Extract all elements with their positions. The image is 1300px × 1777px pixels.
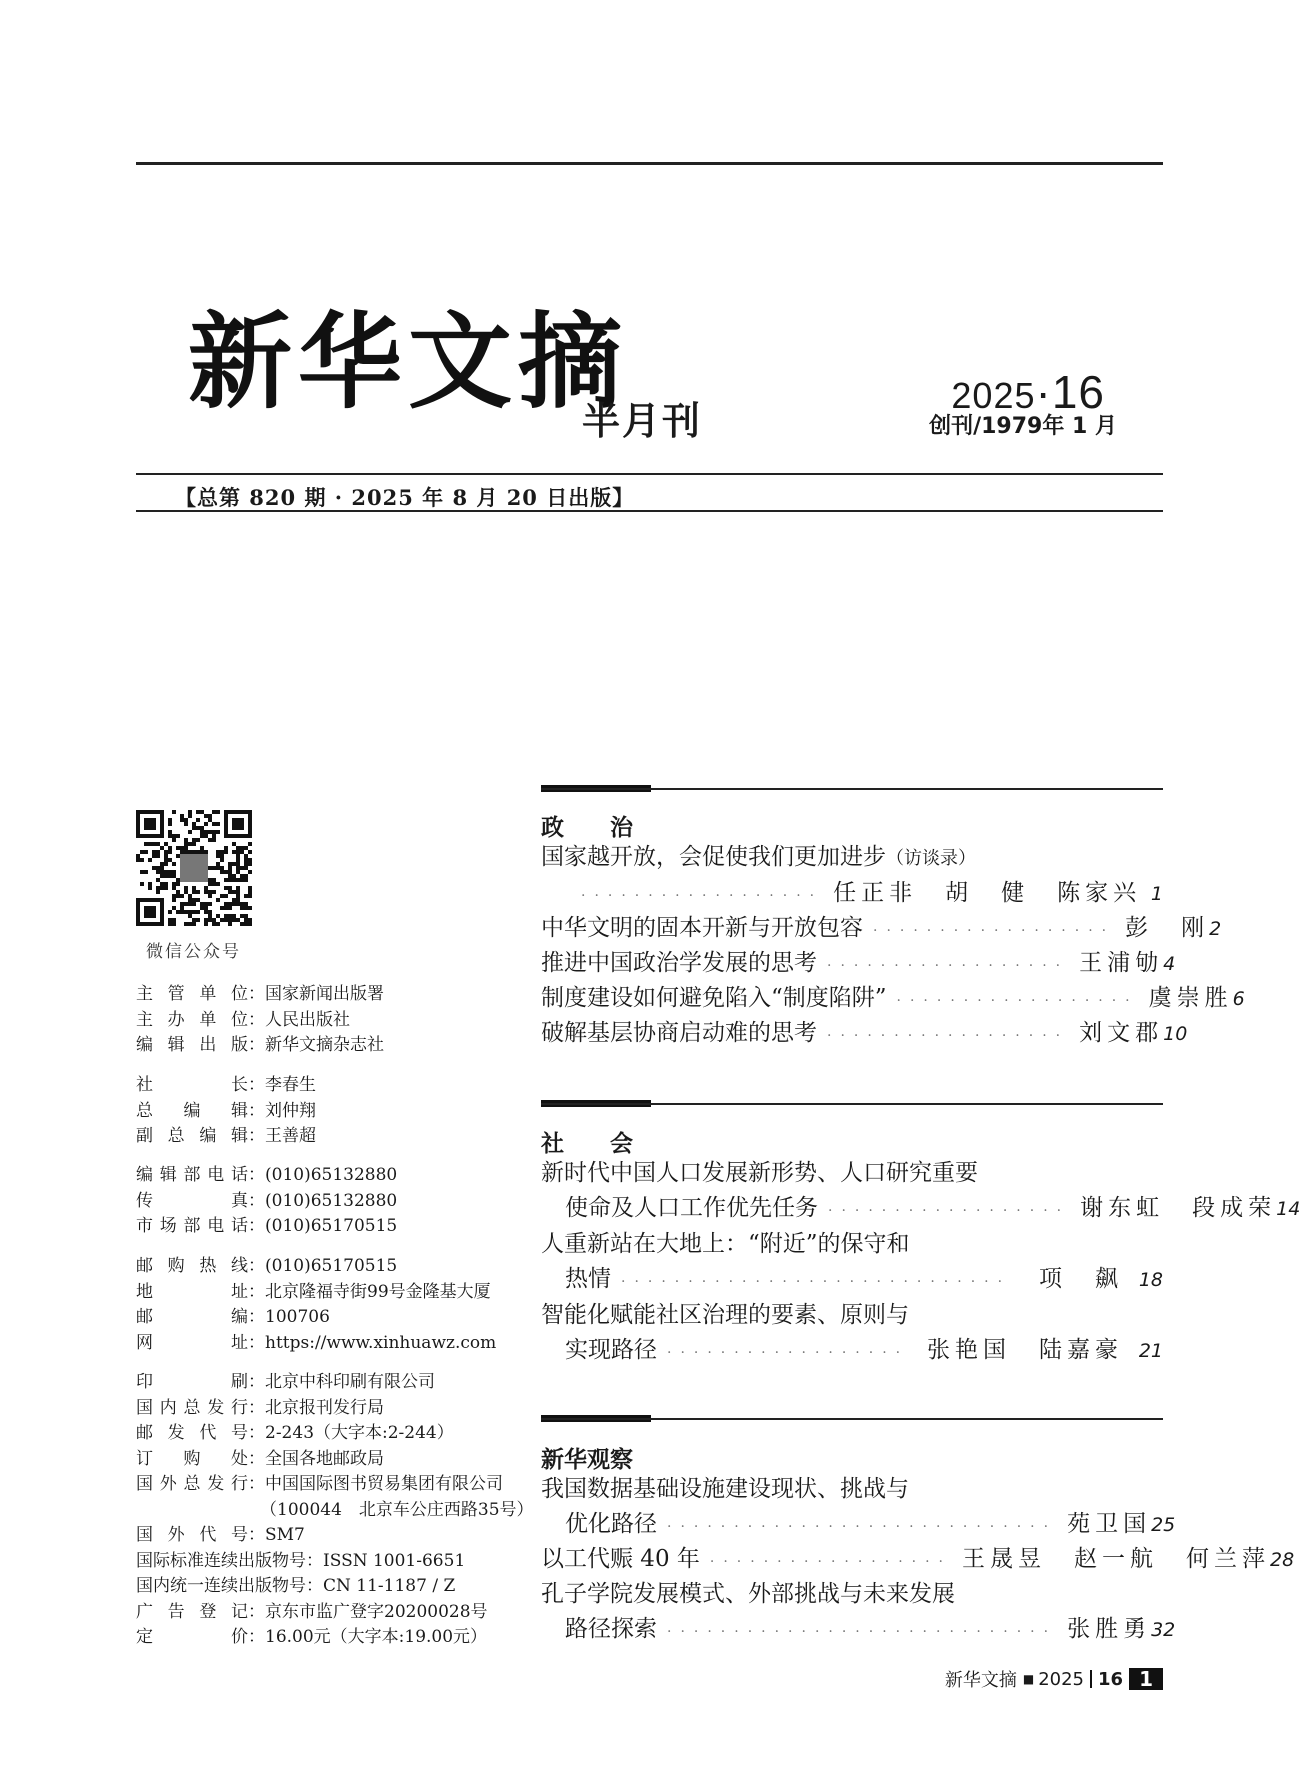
colophon-label: 市场部电话: [136, 1216, 248, 1236]
colophon-label: 地址: [136, 1281, 248, 1302]
entry-title: 新时代中国人口发展新形势、人口研究重要: [541, 1160, 978, 1186]
colophon-colon: ：: [248, 1627, 265, 1647]
masthead-rule-2: [136, 510, 1163, 512]
leader-dots: ··················: [667, 1345, 910, 1361]
colophon-row: [136, 1523, 534, 1549]
entry-title: 国家越开放，会促使我们更加进步: [541, 844, 886, 870]
colophon-row: [136, 1189, 397, 1215]
entry-page: 1: [1150, 883, 1163, 905]
entry-page: 18: [1138, 1269, 1163, 1291]
toc-entry[interactable]: [541, 912, 1222, 947]
colophon-value: 16.00元（大字本:19.00元）: [265, 1627, 488, 1647]
colophon-label: 邮发代号: [136, 1423, 248, 1443]
colophon-label: 邮编: [136, 1307, 248, 1327]
section-title-politics: 政 治: [541, 814, 633, 841]
colophon-label: 编辑出版: [136, 1035, 248, 1055]
colophon-group-5: [136, 1370, 534, 1651]
colophon-group-3: [136, 1163, 397, 1240]
colophon-colon: ：: [248, 1332, 265, 1353]
leader-dots: ··················: [827, 1028, 1070, 1044]
toc-entry-cont[interactable]: [541, 1613, 1176, 1648]
entry-authors: 任正非 胡 健 陈家兴: [833, 880, 1142, 906]
colophon-row: [136, 1124, 316, 1150]
colophon-row: [136, 1280, 496, 1306]
colophon-row: [136, 1331, 496, 1357]
entry-authors: 张胜勇: [1067, 1616, 1152, 1642]
entry-page: 21: [1138, 1340, 1163, 1362]
colophon-row: [136, 1370, 534, 1396]
colophon-value: 北京隆福寺街99号金隆基大厦: [265, 1281, 491, 1302]
entry-page: 10: [1163, 1023, 1188, 1045]
entry-title: 制度建设如何避免陷入“制度陷阱”: [541, 985, 887, 1011]
colophon-row: [136, 1447, 534, 1473]
colophon-value: (010)65170515: [265, 1256, 398, 1276]
colophon-value: 刘仲翔: [265, 1100, 316, 1121]
page-number: 1: [1129, 1668, 1163, 1690]
entry-authors: 张艳国 陆嘉豪: [927, 1337, 1123, 1363]
colophon-label: 传真: [136, 1190, 248, 1211]
colophon-row: [136, 1073, 316, 1099]
toc-entry-cont[interactable]: [541, 1263, 1163, 1298]
entry-page: 32: [1151, 1619, 1176, 1641]
issue-num: 16: [1051, 366, 1105, 418]
colophon-label: 国外代号: [136, 1525, 248, 1545]
entry-page: 25: [1151, 1514, 1176, 1536]
leader-dots: ·····························: [621, 1274, 1012, 1290]
toc-entry-cont[interactable]: [541, 1508, 1176, 1543]
colophon-row: [136, 1033, 384, 1059]
colophon-colon: ：: [248, 1474, 265, 1494]
leader-dots: ··················: [896, 993, 1139, 1009]
entry-page: 2: [1209, 918, 1222, 940]
colophon-colon: ：: [248, 1126, 265, 1146]
colophon-label: 主管单位: [136, 984, 248, 1004]
section-divider: [541, 785, 1161, 792]
issue-year: 2025: [951, 375, 1036, 416]
toc-entry[interactable]: [541, 1543, 1295, 1578]
section-title-society: 社 会: [541, 1130, 633, 1157]
colophon-colon: ：: [248, 1525, 265, 1545]
colophon-row: [136, 1008, 384, 1034]
entry-title: 我国数据基础设施建设现状、挑战与: [541, 1476, 909, 1502]
section-divider: [541, 1100, 1161, 1107]
colophon-row: [136, 1549, 534, 1575]
entry-page: 6: [1232, 988, 1245, 1010]
colophon-row: [136, 1214, 397, 1240]
colophon-label: 印刷: [136, 1372, 248, 1392]
page-footer: [945, 1666, 1163, 1692]
toc-entry[interactable]: [541, 1299, 1163, 1331]
colophon-row: [136, 1163, 397, 1189]
entry-title: 人重新站在大地上：“附近”的保守和: [541, 1231, 910, 1257]
toc-entry[interactable]: [541, 841, 1163, 875]
colophon-row: [136, 1421, 534, 1447]
colophon-colon: ：: [248, 1216, 265, 1236]
colophon-row: [136, 1254, 496, 1280]
colophon-row: [136, 982, 384, 1008]
entry-title-cont: 热情: [565, 1266, 611, 1292]
entry-authors: 项 飙: [1039, 1266, 1123, 1292]
colophon-group-2: [136, 1073, 316, 1150]
colophon-value: 李春生: [265, 1075, 316, 1095]
colophon-row: [136, 1396, 534, 1422]
masthead-subtitle: 半月刊: [582, 399, 703, 443]
colophon-colon: ：: [248, 1397, 265, 1418]
toc-entry-cont[interactable]: [541, 1334, 1163, 1369]
colophon-row: [136, 1574, 534, 1600]
colophon-value: 人民出版社: [265, 1009, 350, 1030]
colophon-label: 社长: [136, 1075, 248, 1095]
colophon-value: 100706: [265, 1307, 330, 1327]
colophon-label: 国内总发行: [136, 1397, 248, 1418]
entry-title: 孔子学院发展模式、外部挑战与未来发展: [541, 1581, 955, 1607]
toc-entry-cont[interactable]: [541, 1192, 1300, 1227]
issue-dot: ·: [1035, 366, 1052, 418]
section-divider: [541, 1415, 1161, 1422]
colophon-value: CN 11-1187 / Z: [323, 1576, 456, 1596]
entry-page: 14: [1276, 1198, 1300, 1220]
section-title-observe: 新华观察: [541, 1446, 633, 1473]
leader-dots: ··················: [709, 1554, 952, 1570]
colophon-value: 2-243（大字本:2-244）: [265, 1423, 454, 1443]
entry-title-cont: 路径探索: [565, 1616, 657, 1642]
colophon-colon: ：: [248, 1190, 265, 1211]
colophon-value: 北京报刊发行局: [265, 1397, 384, 1418]
colophon-value: ISSN 1001-6651: [323, 1550, 466, 1571]
colophon-colon: ：: [248, 1372, 265, 1392]
toc-entry[interactable]: [541, 1578, 1163, 1610]
colophon-label: 定价: [136, 1627, 248, 1647]
colophon-group-4: [136, 1254, 496, 1356]
leader-dots: ··················: [581, 888, 824, 904]
toc-entry[interactable]: [541, 947, 1176, 982]
colophon-value: SM7: [265, 1525, 305, 1545]
colophon-row: [136, 1625, 534, 1651]
footer-year: 2025: [1038, 1668, 1085, 1690]
colophon-label: 总编辑: [136, 1100, 248, 1121]
wechat-qr-code: [136, 810, 252, 926]
entry-title-cont: 优化路径: [565, 1511, 657, 1537]
colophon-colon: ：: [248, 1075, 265, 1095]
colophon-row: [136, 1600, 534, 1626]
colophon-value: (010)65132880: [265, 1190, 398, 1211]
entry-page: 4: [1163, 953, 1176, 975]
entry-title: 推进中国政治学发展的思考: [541, 950, 817, 976]
entry-title: 破解基层协商启动难的思考: [541, 1020, 817, 1046]
colophon-row: [136, 1305, 496, 1331]
entry-authors: 王浦劬: [1079, 950, 1164, 976]
colophon-colon: ：: [248, 1601, 265, 1622]
leader-dots: ··················: [827, 958, 1070, 974]
founded-date: 创刊/1979年 1 月: [929, 414, 1117, 439]
entry-authors: 苑卫国: [1067, 1511, 1152, 1537]
total-issue: 【总第 820 期 · 2025 年 8 月 20 日出版】: [175, 485, 635, 510]
colophon-value: 北京中科印刷有限公司: [265, 1372, 435, 1392]
colophon-label: 邮购热线: [136, 1256, 248, 1276]
toc-entry[interactable]: [541, 982, 1245, 1017]
entry-authors: 虞崇胜: [1148, 985, 1233, 1011]
colophon-label: 订购处: [136, 1448, 248, 1469]
colophon-value: 王善超: [265, 1126, 316, 1146]
toc-entry[interactable]: [541, 1473, 1163, 1505]
colophon-value: https://www.xinhuawz.com: [265, 1332, 497, 1353]
colophon-group-1: [136, 982, 384, 1059]
colophon-colon: ：: [248, 1035, 265, 1055]
colophon-value: (010)65132880: [265, 1165, 398, 1185]
colophon-colon: ：: [306, 1576, 323, 1596]
colophon-row: [136, 1099, 316, 1125]
masthead-rule-1: [136, 473, 1163, 475]
leader-dots: ··················: [828, 1203, 1071, 1219]
leader-dots: ··················: [873, 923, 1116, 939]
footer-journal: 新华文摘: [944, 1670, 1017, 1691]
colophon-row: [136, 1498, 534, 1524]
colophon-value: 国家新闻出版署: [265, 984, 384, 1004]
masthead-title: 新华文摘: [188, 301, 629, 423]
toc-entry-authors[interactable]: [541, 877, 1163, 912]
colophon-colon: ：: [248, 984, 265, 1004]
colophon-label: 国内统一连续出版物号: [136, 1576, 306, 1596]
top-rule: [136, 162, 1163, 165]
colophon-colon: ：: [248, 1256, 265, 1276]
footer-square: ■: [1022, 1672, 1035, 1686]
entry-title-cont: 实现路径: [565, 1337, 657, 1363]
colophon-colon: ：: [248, 1100, 265, 1121]
colophon-row: [136, 1472, 534, 1498]
colophon-colon: ：: [248, 1165, 265, 1185]
entry-authors: 刘文郡: [1079, 1020, 1164, 1046]
colophon-label: 副总编辑: [136, 1126, 248, 1146]
entry-note: （访谈录）: [886, 848, 976, 869]
entry-title: 智能化赋能社区治理的要素、原则与: [541, 1302, 909, 1328]
toc-entry[interactable]: [541, 1157, 1163, 1189]
colophon-colon: ：: [306, 1550, 323, 1571]
colophon-colon: ：: [248, 1448, 265, 1469]
toc-entry[interactable]: [541, 1017, 1188, 1052]
colophon-value: 新华文摘杂志社: [265, 1035, 384, 1055]
colophon-label: 国外总发行: [136, 1474, 248, 1494]
qr-caption: 微信公众号: [146, 942, 241, 962]
colophon-label: 国际标准连续出版物号: [136, 1550, 306, 1571]
colophon-value: 全国各地邮政局: [265, 1448, 384, 1469]
colophon-value: （100044 北京车公庄西路35号）: [260, 1499, 534, 1520]
colophon-colon: ：: [248, 1009, 265, 1030]
colophon-label: 网址: [136, 1332, 248, 1353]
colophon-colon: ：: [248, 1307, 265, 1327]
colophon-colon: ：: [248, 1281, 265, 1302]
leader-dots: ·····························: [667, 1519, 1058, 1535]
colophon-colon: ：: [248, 1423, 265, 1443]
footer-issue: 16: [1098, 1668, 1124, 1690]
footer-bar: [1090, 1670, 1092, 1688]
colophon-label: 主办单位: [136, 1009, 248, 1030]
colophon-value: (010)65170515: [265, 1216, 398, 1236]
colophon-value: 中国国际图书贸易集团有限公司: [265, 1474, 503, 1494]
entry-authors: 彭 刚: [1125, 915, 1210, 941]
entry-title: 以工代赈 40 年: [541, 1546, 700, 1572]
toc-entry[interactable]: [541, 1228, 1163, 1260]
colophon-label: 编辑部电话: [136, 1165, 248, 1185]
entry-authors: 谢东虹 段成荣: [1080, 1195, 1277, 1221]
entry-title: 中华文明的固本开新与开放包容: [541, 915, 863, 941]
entry-title-cont: 使命及人口工作优先任务: [565, 1195, 818, 1221]
leader-dots: ·····························: [667, 1624, 1058, 1640]
colophon-value: 京东市监广登字20200028号: [265, 1601, 488, 1622]
entry-page: 28: [1270, 1549, 1295, 1571]
entry-authors: 王晟昱 赵一航 何兰萍: [962, 1546, 1270, 1572]
colophon-label: 广告登记: [136, 1601, 248, 1622]
